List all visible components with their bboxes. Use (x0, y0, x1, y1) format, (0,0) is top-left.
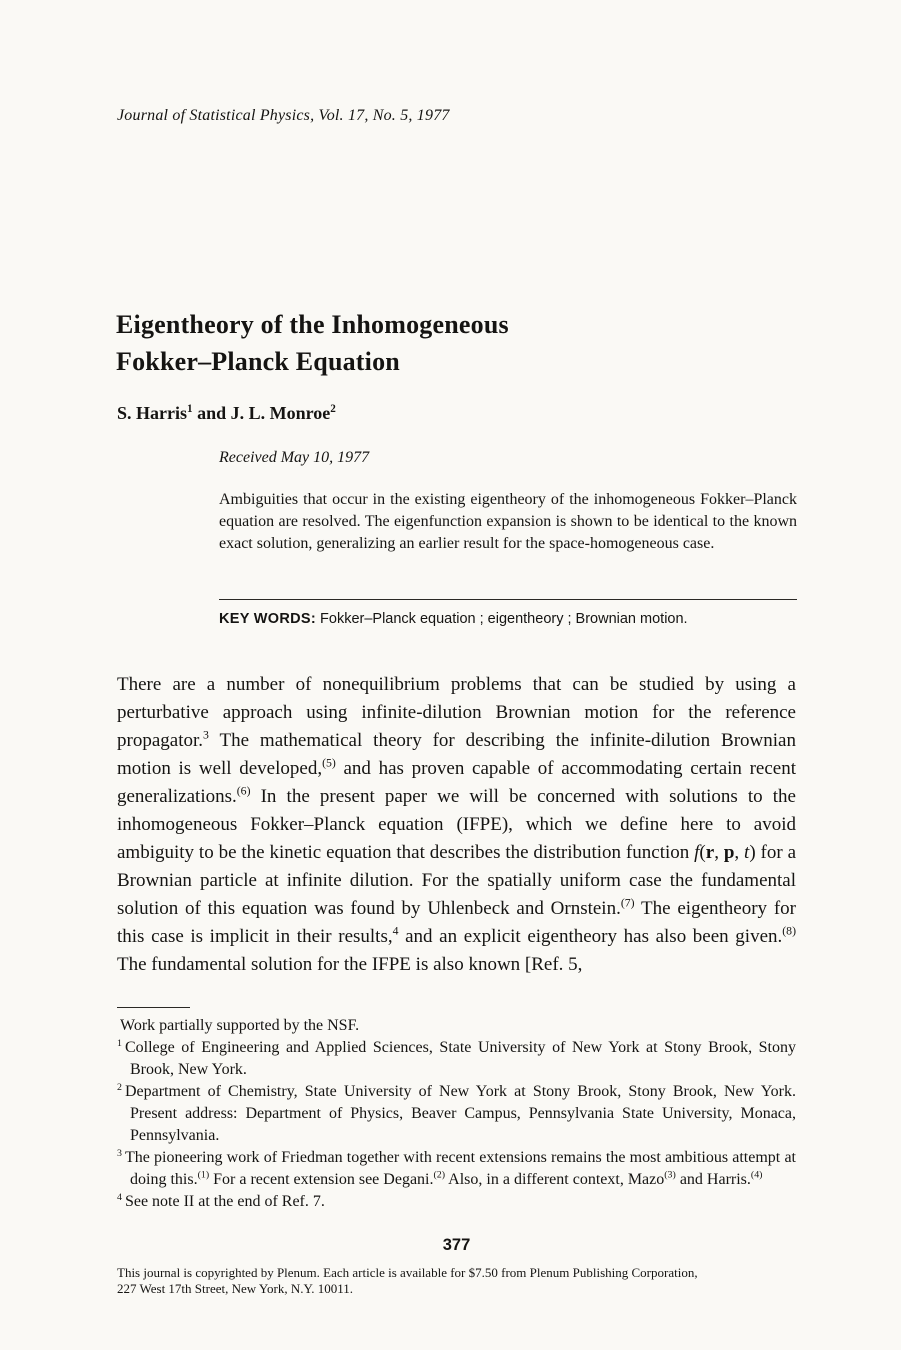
body-paragraph: There are a number of nonequilibrium problems that can be studied by using a perturbative approach using infinite-dilution Brownian motion for the reference propagator.$^3$ The mathematical theory for describing the infinite-dilution Brownian motion is well developed,$^{(5)}$ and has proven capable of accommodating certain recent generalizations.$^{(6)}$ In the present paper we will be concerned with solutions to the inhomogeneous Fokker–Planck equation (IFPE), which we define here to avoid ambiguity to be the kinetic equation that describes the distribution function f(r, p, t) for a Brownian particle at infinite dilution. For the spatially uniform case the fundamental solution of this equation was found by Uhlenbeck and Ornstein.$^{(7)}$ The eigentheory for this case is implicit in their results,$^4$ and an explicit eigentheory has also been given.$^{(8)}$ The fundamental solution for the IFPE is also known [Ref. 5, (117, 674, 797, 975)
footnote-marker: 2 (117, 1081, 122, 1093)
footnote-divider (117, 1007, 190, 1008)
footnote-4 (117, 1191, 796, 1213)
footnote-marker: 3 (117, 1147, 122, 1159)
title-line-2: Fokker–Planck Equation (116, 347, 400, 376)
footnote-text: See note II at the end of Ref. 7. (124, 1193, 325, 1210)
copyright-line-1: This journal is copyrighted by Plenum. Each article is available for $7.50 from Plenum Publishing Corporation, (117, 1265, 698, 1280)
keywords-text: Fokker–Planck equation ; eigentheory ; Brownian motion. (316, 611, 688, 627)
footnote-marker: 1 (117, 1037, 122, 1049)
footnote-3 (117, 1147, 796, 1191)
footnote-marker: 4 (117, 1191, 122, 1203)
footnote-text: College of Engineering and Applied Sciences, State University of New York at Stony Brook, Stony Brook, New York. (124, 1039, 796, 1078)
keywords-label: KEY WORDS: (219, 611, 316, 627)
footnote-acknowledgment (117, 1015, 796, 1037)
copyright-line-2: 227 West 17th Street, New York, N.Y. 10011. (117, 1280, 353, 1296)
received-date: Received May 10, 1977 (219, 449, 370, 466)
copyright-notice (117, 1265, 805, 1296)
footnote-text: The pioneering work of Friedman together with recent extensions remains the most ambitious attempt at doing this.$^{(1)}$ For a recent extension see Degani.$^{(2)}$ Also, in a different context, Mazo$^{(3)}$ and Harris.$^{(4)}$ (124, 1149, 796, 1188)
footnote-2 (117, 1081, 796, 1147)
keywords-block (219, 599, 797, 629)
paper-title (116, 306, 509, 380)
footnote-text: Department of Chemistry, State University of New York at Stony Brook, Stony Brook, New York. Present address: Department of Physics, Beaver Campus, Pennsylvania State University, Monaca, Pennsylvania. (124, 1083, 796, 1144)
footnote-1 (117, 1037, 796, 1081)
footnotes-block (117, 1015, 796, 1213)
title-line-1: Eigentheory of the Inhomogeneous (116, 310, 509, 339)
journal-header: Journal of Statistical Physics, Vol. 17, No. 5, 1977 (117, 107, 450, 124)
page-number: 377 (442, 1236, 471, 1254)
footnote-text: Work partially supported by the NSF. (120, 1017, 360, 1034)
authors-line: S. Harris$^1$ and J. L. Monroe$^2$ (117, 403, 336, 423)
abstract-text: Ambiguities that occur in the existing eigentheory of the inhomogeneous Fokker–Planck equation are resolved. The eigenfunction expansion is shown to be identical to the known exact solution, generalizing an earlier result for the space-homogeneous case. (219, 491, 797, 552)
